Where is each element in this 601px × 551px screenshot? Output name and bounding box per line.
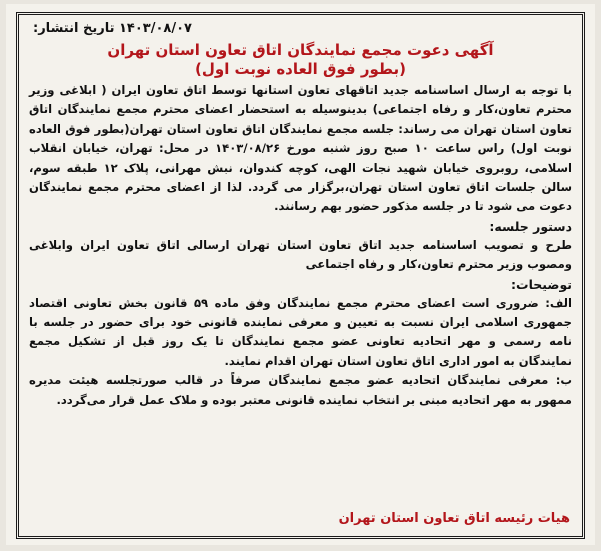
newspaper-clipping — [6, 4, 595, 545]
intro-paragraph: با توجه به ارسال اساسنامه جدید اتاقهای تعاون استانها توسط اتاق تعاون ایران ( ابلاغی وزیر محترم تعاون،کار و رفاه اجتماعی) بدینوسیله به استحضار اعضای محترم مجمع نمایندگان اتاق تعاون استان تهران می رساند: جلسه مجمع نمایندگان اتاق تعاون استان تهران(بطور فوق العاده نوبت اول) راس ساعت ۱۰ صبح روز شنبه مورخ ۱۴۰۳/۰۸/۲۶ در محل: تهران، خیابان انقلاب اسلامی، روبروی خیابان شهید نجات الهی، کوچه کندوان، نبش مهرانی، پلاک ۱۲ طبقه سوم، سالن جلسات اتاق تعاون استان تهران،برگزار می گردد. لذا از اعضای محترم مجمع نمایندگان دعوت می شود تا در جلسه مذکور حضور بهم رسانند. — [29, 83, 572, 214]
notes-heading: توضیحات: — [511, 276, 572, 292]
publish-date-row — [29, 21, 572, 41]
agenda-paragraph: طرح و تصویب اساسنامه جدید اتاق تعاون استان تهران ارسالی اتاق تعاون ایران وابلاغی ومصوب وزیر محترم تعاون،کار و رفاه اجتماعی — [29, 237, 572, 272]
notice-subtitle: (بطور فوق العاده نوبت اول) — [195, 60, 406, 78]
note-b-paragraph: ب: معرفی نمایندگان اتحادیه عضو مجمع نمایندگان صرفاً در قالب صورتجلسه هیئت مدیره ممهور به مهر اتحادیه مبنی بر انتخاب نماینده قانونی معتبر بوده و ملاک عمل قرار می‌گردد. — [29, 373, 572, 407]
notice-frame — [16, 12, 585, 539]
notice-title: آگهی دعوت مجمع نمایندگان اتاق تعاون استان تهران — [107, 41, 494, 59]
notice-body — [29, 81, 572, 410]
publish-date-label: تاریخ انتشار: — [33, 21, 115, 36]
agenda-heading: دستور جلسه: — [489, 218, 572, 234]
signature: هیات رئیسه اتاق تعاون استان تهران — [338, 511, 570, 526]
note-a-paragraph: الف: ضروری است اعضای محترم مجمع نمایندگان وفق ماده ۵۹ قانون بخش تعاونی اقتصاد جمهوری اسلامی ایران نسبت به تعیین و معرفی نماینده قانونی خود برای حضور در جلسه با نامه رسمی و مهر اتحادیه تعاونی عضو مجمع نمایندگان تا یک روز قبل از تشکیل مجمع نمایندگان به امور اداری اتاق تعاون استان تهران اقدام نمایند. — [29, 295, 572, 368]
publish-date-value: ۱۴۰۳/۰۸/۰۷ — [119, 21, 192, 36]
